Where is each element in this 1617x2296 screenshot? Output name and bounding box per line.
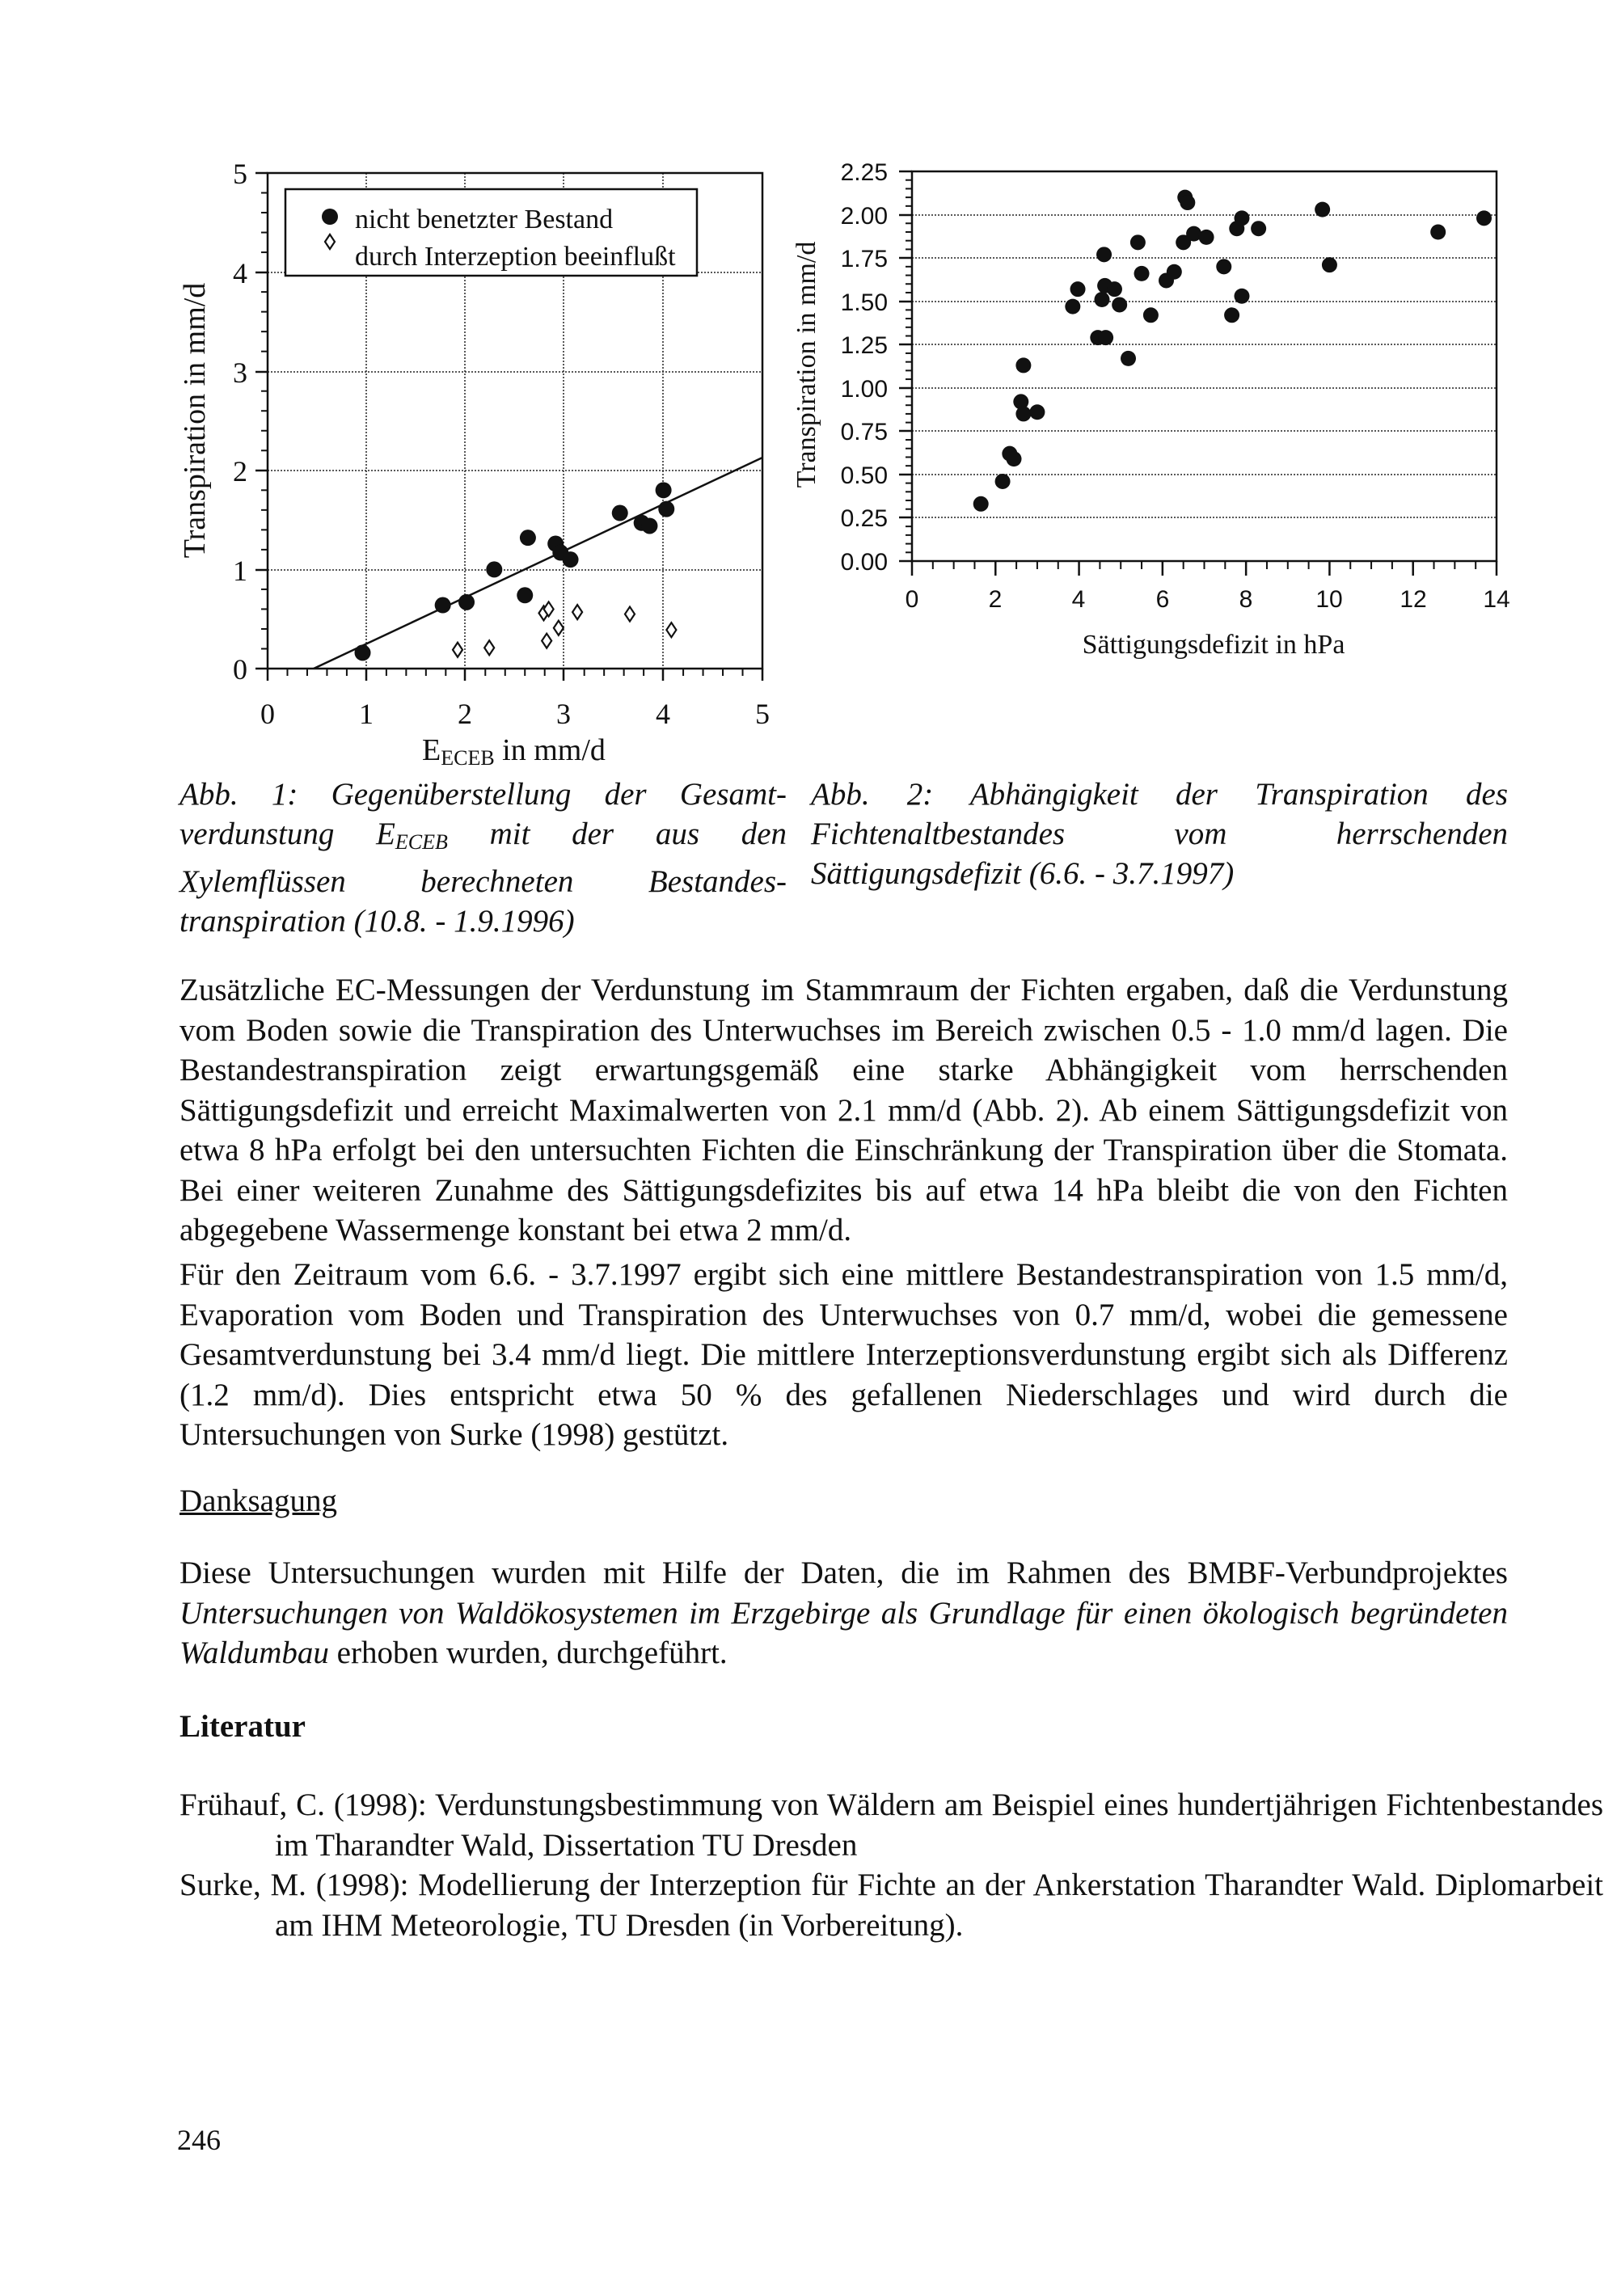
figure-1-xtick: 1 bbox=[359, 698, 374, 730]
data-point bbox=[1070, 281, 1086, 297]
data-point bbox=[1430, 224, 1446, 239]
figure-2-ytick: 0.00 bbox=[840, 549, 888, 576]
figure-2-ytick: 1.75 bbox=[840, 246, 888, 272]
data-point-diamond bbox=[666, 623, 676, 637]
figure-2-xtick: 2 bbox=[988, 586, 1003, 613]
figure-1-legend bbox=[285, 189, 697, 276]
data-point-filled bbox=[641, 517, 657, 534]
data-point-filled bbox=[612, 505, 628, 521]
figure-2-xtick: 12 bbox=[1400, 586, 1427, 613]
figure-1-xtick: 5 bbox=[755, 698, 770, 730]
figure-1-xlabel bbox=[422, 732, 606, 770]
data-point bbox=[1251, 221, 1266, 236]
figure-1-caption-sub: ECEB bbox=[395, 830, 448, 854]
figure-2-xtick: 14 bbox=[1483, 586, 1510, 613]
figure-2-grid bbox=[912, 215, 1497, 517]
data-point-diamond bbox=[484, 640, 494, 655]
figure-2-ytick: 1.00 bbox=[840, 376, 888, 403]
data-point bbox=[1107, 281, 1122, 297]
data-point bbox=[1143, 307, 1159, 323]
data-point bbox=[1121, 351, 1136, 366]
data-point bbox=[1234, 210, 1249, 226]
legend-label-filled: nicht benetzter Bestand bbox=[355, 205, 614, 234]
figure-1-xtick: 0 bbox=[260, 698, 275, 730]
data-point bbox=[1112, 297, 1127, 312]
data-point bbox=[973, 496, 989, 512]
figure-1-xtick: 4 bbox=[656, 698, 670, 730]
figure-2-ytick: 0.75 bbox=[840, 419, 888, 445]
data-point-diamond bbox=[542, 634, 551, 648]
data-point-filled bbox=[435, 597, 451, 614]
references-heading: Literatur bbox=[179, 1709, 306, 1744]
data-point bbox=[1180, 195, 1195, 210]
acknowledgement-paragraph bbox=[179, 1553, 1508, 1673]
project-title: Untersuchungen von Waldökosystemen im Erzgebirge als Grundlage für einen ökologisch begründeten Waldumbau bbox=[179, 1595, 1508, 1670]
figure-2-xlabel: Sättigungsdefizit in hPa bbox=[1082, 630, 1345, 660]
reference-item: Surke, M. (1998): Modellierung der Interzeption für Fichte an der Ankerstation Tharandter Wald. Diplomarbeit am IHM Meteorologie, TU Dresden (in Vorbereitung). bbox=[179, 1868, 1603, 1943]
figure-2-ytick: 1.25 bbox=[840, 332, 888, 359]
figure-1-caption bbox=[179, 774, 787, 941]
figure-2-ytick: 2.00 bbox=[840, 203, 888, 230]
data-point bbox=[1315, 202, 1330, 217]
figure-2-xtick: 4 bbox=[1071, 586, 1086, 613]
figure-1-points bbox=[355, 482, 677, 661]
data-point bbox=[1098, 330, 1113, 345]
data-point bbox=[1224, 307, 1239, 323]
figure-2-points bbox=[973, 190, 1492, 512]
data-point bbox=[1476, 210, 1492, 226]
figure-2-ytick: 0.25 bbox=[840, 505, 888, 532]
figure-1-xtick: 3 bbox=[556, 698, 571, 730]
acknowledgement-heading: Danksagung bbox=[179, 1484, 337, 1518]
figure-2-xtick: 8 bbox=[1239, 586, 1253, 613]
data-point bbox=[995, 474, 1011, 489]
data-point bbox=[1065, 299, 1080, 314]
data-point bbox=[1130, 234, 1146, 250]
data-point bbox=[1134, 266, 1150, 281]
figure-1-ylabel: Transpiration in mm/d bbox=[178, 282, 212, 559]
figure-2-xtick: 6 bbox=[1155, 586, 1170, 613]
figure-2-ytick: 1.50 bbox=[840, 289, 888, 316]
figure-1-ytick: 5 bbox=[233, 158, 247, 190]
figure-2-ytick: 2.25 bbox=[840, 159, 888, 186]
data-point bbox=[1234, 289, 1249, 304]
data-point-diamond bbox=[554, 621, 564, 635]
data-point-filled bbox=[520, 530, 536, 546]
figure-1-caption-suffix: mit der aus den Xylemflüssen berechneten Bestandes-transpiration (10.8. - 1.9.1996) bbox=[179, 817, 787, 939]
data-point bbox=[1029, 404, 1045, 420]
figure-1-ytick: 1 bbox=[233, 555, 247, 587]
data-point-diamond bbox=[572, 605, 582, 619]
filled-circle-marker-icon bbox=[322, 209, 338, 225]
data-point bbox=[1007, 451, 1022, 466]
figure-1-xtick: 2 bbox=[458, 698, 472, 730]
data-point-filled bbox=[658, 501, 674, 517]
figure-2-xtick: 0 bbox=[905, 586, 919, 613]
figure-1-ytick: 2 bbox=[233, 455, 247, 487]
data-point bbox=[1167, 264, 1182, 280]
data-point bbox=[1096, 247, 1112, 262]
body-paragraph: Zusätzliche EC-Messungen der Verdunstung im Stammraum der Fichten ergaben, daß die Verdunstung vom Boden sowie die Transpiration des Unterwuchses im Bereich zwischen 0.5 - 1.0 mm/d lagen. Die Bestandestranspiration zeigt erwartungsgemäß eine starke Abhängigkeit vom herrschenden Sättigungsdefizit und erreicht Maximalwerten von 2.1 mm/d (Abb. 2). Ab einem Sättigungsdefizit von etwa 8 hPa erfolgt bei den untersuchten Fichten die Einschränkung der Transpiration über die Stomata. Bei einer weiteren Zunahme des Sättigungsdefizites bis auf etwa 14 hPa bleibt die von den Fichten abgegebene Wassermenge konstant bei etwa 2 mm/d. bbox=[179, 973, 1508, 1247]
figure-1-xlabel-rest: in mm/d bbox=[494, 733, 606, 767]
figure-1-ytick: 0 bbox=[233, 653, 247, 686]
figure-1-ytick: 3 bbox=[233, 357, 247, 389]
data-point-filled bbox=[355, 644, 371, 661]
figure-1-xlabel-main: E bbox=[422, 733, 441, 767]
data-point bbox=[1322, 257, 1337, 272]
figure-2-ylabel: Transpiration in mm/d bbox=[792, 241, 821, 488]
body-paragraph: Für den Zeitraum vom 6.6. - 3.7.1997 ergibt sich eine mittlere Bestandestranspiration von 1.5 mm/d, Evaporation vom Boden und Transpiration des Unterwuchses von 0.7 mm/d, wobei die gemessene Gesamtverdunstung bei 3.4 mm/d liegt. Die mittlere Interzeptionsverdunstung ergibt sich als Differenz (1.2 mm/d). Dies entspricht etwa 50 % des gefallenen Niederschlages und wird durch die Untersuchungen von Surke (1998) gestützt. bbox=[179, 1257, 1508, 1452]
data-point bbox=[1015, 406, 1031, 421]
data-point bbox=[1094, 292, 1109, 307]
data-point bbox=[1199, 230, 1214, 245]
data-point-filled bbox=[517, 587, 533, 603]
figure-1-xlabel-sub: ECEB bbox=[441, 746, 495, 770]
figure-1-regression-line bbox=[314, 458, 762, 669]
legend-label-diamond: durch Interzeption beeinflußt bbox=[355, 242, 676, 272]
data-point-filled bbox=[656, 482, 672, 498]
data-point-diamond bbox=[453, 643, 462, 657]
data-point-filled bbox=[563, 551, 579, 568]
figure-1-ytick: 4 bbox=[233, 257, 247, 289]
figure-2-xtick: 10 bbox=[1315, 586, 1343, 613]
figure-2-ytick: 0.50 bbox=[840, 462, 888, 489]
acknowledgement-text: Diese Untersuchungen wurden mit Hilfe der Daten, die im Rahmen des BMBF-Verbundprojektes bbox=[179, 1555, 1508, 1590]
data-point bbox=[1015, 357, 1031, 373]
data-point-filled bbox=[458, 594, 475, 610]
figure-1-chart bbox=[162, 146, 792, 760]
data-point-filled bbox=[486, 561, 502, 577]
data-point bbox=[1216, 259, 1231, 274]
figure-2-chart bbox=[776, 146, 1536, 663]
page-number: 246 bbox=[177, 2124, 221, 2156]
data-point-diamond bbox=[625, 607, 635, 622]
figure-2-caption: Abb. 2: Abhängigkeit der Transpiration des Fichtenaltbestandes vom herrschenden Sättigungsdefizit (6.6. - 3.7.1997) bbox=[811, 777, 1508, 891]
figure-1-caption-prefix: Abb. 1: Gegenüberstellung der Gesamt-verdunstung E bbox=[179, 777, 787, 851]
reference-item: Frühauf, C. (1998): Verdunstungsbestimmung von Wäldern am Beispiel eines hundertjährigen Fichtenbestandes im Tharandter Wald, Dissertation TU Dresden bbox=[179, 1787, 1603, 1863]
acknowledgement-text-end: erhoben wurden, durchgeführt. bbox=[328, 1635, 728, 1670]
